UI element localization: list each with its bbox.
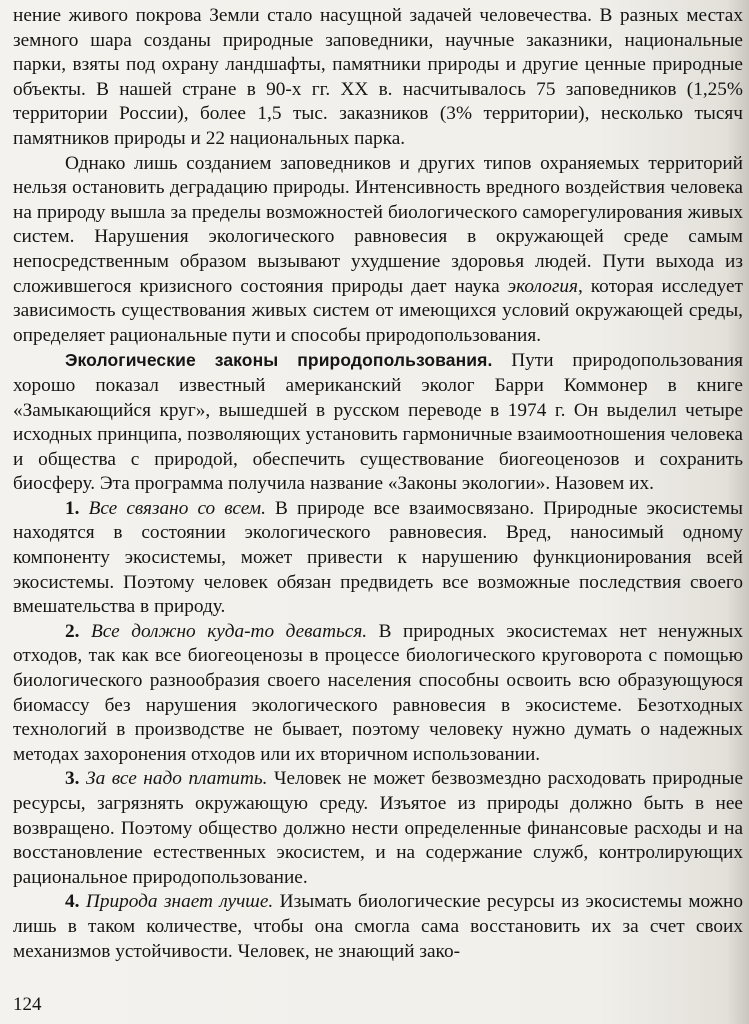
page-number: 124 [13, 994, 42, 1015]
law-text: В природных экосистемах нет ненужных отходов, так как все биогеоценозы в процессе биологического круговорота с помощью биологического разнообразия своего населения способны освоить всю образующуюся биомассу без нарушения экологического равновесия в экосистеме. Безотходных технологий в производстве не бывает, поэтому человеку нужно думать о надежных методах захоронения отходов или их вторичном использовании. [13, 620, 743, 765]
section-text: Пути природопользования хорошо показал известный американский эколог Барри Коммонер в книге «Замыкающийся круг», вышедшей в русском переводе в 1974 г. Он выделил четыре исходных принципа, позволяющих установить гармоничные взаимоотношения человека и общества с природой, обеспечить существование биогеоценозов и сохранить биосферу. Эта программа получила название «Законы экологии». Назовем их. [13, 350, 743, 495]
law-number: 4. [65, 891, 80, 913]
paragraph-ecology [13, 152, 743, 349]
paragraph-ecology-after: , которая исследует зависимость существования живых систем от имеющихся условий окружающей среды, определяет рациональные пути и способы природопользования. [13, 275, 743, 346]
law-title: Все должно куда-то деваться. [91, 620, 368, 642]
law-text: Изымать биологические ресурсы из экосистемы можно лишь в таком количестве, чтобы она смогла сама восстановить их за счет своих механизмов устойчивости. Человек, не знающий зако- [13, 891, 743, 962]
section-paragraph [13, 348, 743, 497]
law-number: 2. [65, 620, 80, 642]
section-heading: Экологические законы природопользования. [65, 350, 493, 371]
paragraph-ecology-before: Однако лишь созданием заповедников и других типов охраняемых территорий нельзя остановить деградацию природы. Интенсивность вредного воздействия человека на природу вышла за пределы возможностей биологического саморегулирования живых систем. Нарушения экологического равновесия в окружающей среде самым непосредственным образом вызывают ухудшение здоровья людей. Пути выхода из сложившегося кризисного состояния природы дает наука [13, 152, 743, 297]
law-text: Человек не может безвозмездно расходовать природные ресурсы, загрязнять окружающую среду. Изъятое из природы должно быть в нее возвращено. Поэтому общество должно нести определенные финансовые расходы и на восстановление естественных экосистем, и на содержание служб, контролирующих рациональное природопользование. [13, 768, 744, 888]
law-title: Все связано со всем. [88, 497, 266, 519]
intro-paragraph: нение живого покрова Земли стало насущной задачей человечества. В разных местах земного шара созданы природные заповедники, научные заказники, национальные парки, взяты под охрану ландшафты, памятники природы и другие ценные природные объекты. В нашей стране в 90-х гг. XX в. насчитывалось 75 заповедников (1,25% территории России), более 1,5 тыс. заказников (3% территории), несколько тысяч памятников природы и 22 национальных парка. [13, 5, 743, 149]
law-number: 1. [65, 497, 80, 519]
ecology-term: экология [507, 275, 578, 297]
law-paragraph-4 [13, 890, 743, 964]
law-title: Природа знает лучше. [85, 891, 274, 913]
law-number: 3. [65, 768, 80, 790]
law-paragraph-3 [13, 767, 743, 890]
law-paragraph-2 [13, 620, 743, 768]
law-text: В природе все взаимосвязано. Природные экосистемы находятся в состоянии экологического равновесия. Вред, наносимый одному компоненту экосистемы, может привести к нарушению функционирования всей экосистемы. Поэтому человек обязан предвидеть все возможные последствия своего вмешательства в природу. [13, 497, 743, 618]
law-paragraph-1 [13, 497, 743, 620]
body-text [13, 4, 743, 964]
law-title: За все надо платить. [86, 768, 268, 790]
